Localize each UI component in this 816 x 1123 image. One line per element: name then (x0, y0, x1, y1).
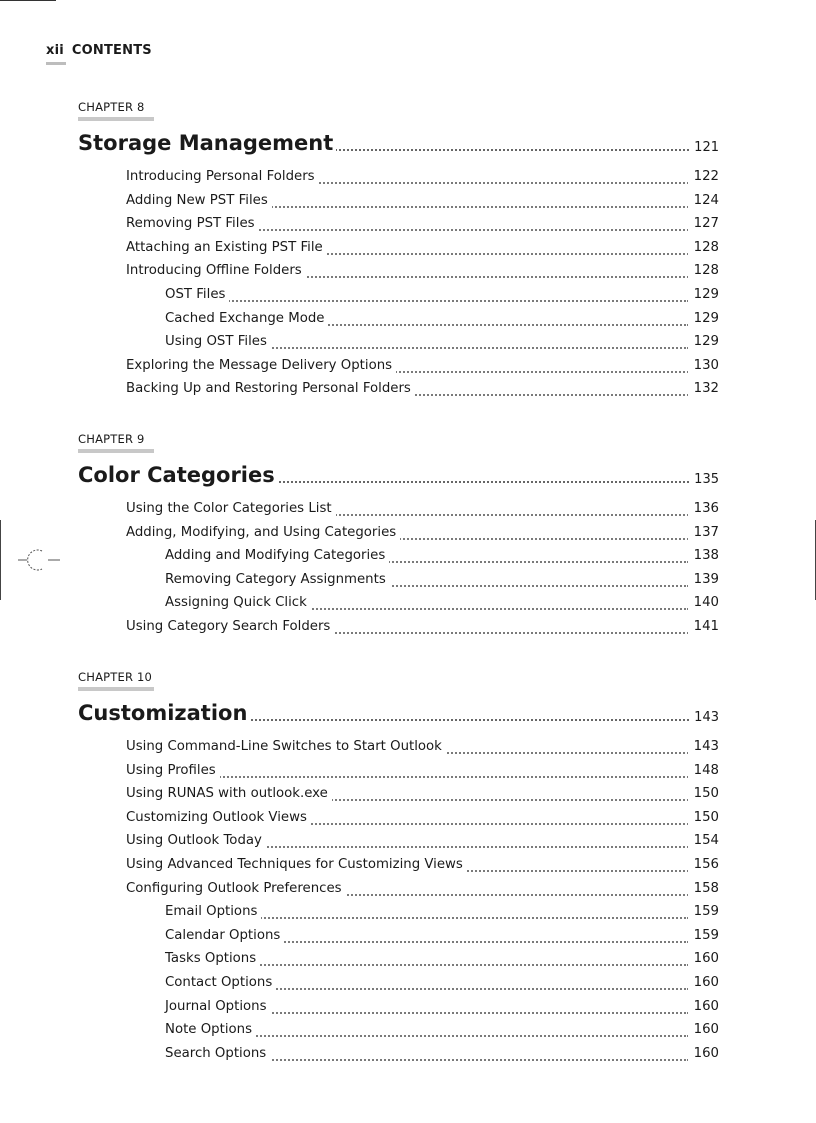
toc-entry-page: 150 (688, 810, 719, 825)
dot-leader (165, 300, 689, 302)
toc-entry-text: Adding and Modifying Categories (165, 548, 389, 563)
toc-entry-text: Note Options (165, 1022, 256, 1037)
chapter-label-bar (78, 687, 154, 691)
toc-entry[interactable] (126, 166, 719, 190)
toc-entry[interactable] (126, 854, 719, 878)
toc-entry-text: Exploring the Message Delivery Options (126, 358, 396, 373)
toc-entry-text: Adding New PST Files (126, 193, 272, 208)
toc-entry-text: Journal Options (165, 999, 271, 1014)
toc-entry-page: 160 (688, 951, 719, 966)
toc-entry-text: OST Files (165, 287, 229, 302)
chapter-title-row[interactable] (78, 460, 719, 490)
toc-subentry[interactable] (165, 901, 719, 925)
toc-entry-page: 130 (688, 358, 719, 373)
toc-entry-page: 154 (688, 833, 719, 848)
toc-entry[interactable] (126, 498, 719, 522)
toc-subentry[interactable] (165, 1019, 719, 1043)
toc-entry-page: 159 (688, 904, 719, 919)
toc-entry-page: 140 (688, 595, 719, 610)
toc-entry[interactable] (126, 878, 719, 902)
toc-entry-text: Using RUNAS with outlook.exe (126, 786, 332, 801)
toc-entry-text: Using Category Search Folders (126, 619, 334, 634)
toc-subentry[interactable] (165, 569, 719, 593)
chapter-page: 143 (690, 710, 719, 725)
chapter-title: Storage Management (78, 131, 336, 155)
toc-entry-page: 124 (688, 193, 719, 208)
toc-entry-text: Backing Up and Restoring Personal Folders (126, 381, 415, 396)
toc-entry-text: Customizing Outlook Views (126, 810, 311, 825)
toc-subentry[interactable] (165, 308, 719, 332)
toc-entry-text: Email Options (165, 904, 261, 919)
toc-entry-text: Introducing Offline Folders (126, 263, 306, 278)
toc-entry-text: Removing PST Files (126, 216, 259, 231)
toc-entry-text: Adding, Modifying, and Using Categories (126, 525, 400, 540)
toc-entry-page: 129 (688, 311, 719, 326)
toc-entry-page: 160 (688, 999, 719, 1014)
running-header (46, 43, 152, 58)
header-underline-mark (46, 62, 66, 65)
toc-subentry[interactable] (165, 996, 719, 1020)
toc-entry[interactable] (126, 807, 719, 831)
left-crop-line (0, 520, 1, 600)
toc-subentry[interactable] (165, 1043, 719, 1067)
toc-entry[interactable] (126, 260, 719, 284)
toc-entry-text: Using Command-Line Switches to Start Outlook (126, 739, 446, 754)
toc-entry[interactable] (126, 237, 719, 261)
toc-entry-text: Using Profiles (126, 763, 220, 778)
toc-entry-text: Calendar Options (165, 928, 284, 943)
chapter-label: CHAPTER 9 (78, 432, 145, 446)
toc-entry[interactable] (126, 616, 719, 640)
toc-subentry[interactable] (165, 331, 719, 355)
chapter-title-row[interactable] (78, 698, 719, 728)
chapter-10 (78, 670, 719, 1066)
toc-entry-text: Using the Color Categories List (126, 501, 336, 516)
chapter-label: CHAPTER 10 (78, 670, 153, 684)
toc-entry-page: 160 (688, 975, 719, 990)
chapter-label-bar (78, 449, 154, 453)
toc-entry-text: Attaching an Existing PST File (126, 240, 327, 255)
toc-entry-page: 136 (688, 501, 719, 516)
chapter-8 (78, 100, 719, 402)
toc-entry-page: 139 (688, 572, 719, 587)
chapter-page: 121 (690, 140, 719, 155)
toc-entry-page: 129 (688, 334, 719, 349)
chapter-title: Color Categories (78, 463, 278, 487)
chapter-label: CHAPTER 8 (78, 100, 145, 114)
toc-entry[interactable] (126, 830, 719, 854)
toc-entry-text: Search Options (165, 1046, 270, 1061)
toc-entry-text: Using Outlook Today (126, 833, 266, 848)
registration-mark-icon (18, 545, 60, 575)
toc-subentry[interactable] (165, 284, 719, 308)
toc-entry-text: Removing Category Assignments (165, 572, 390, 587)
toc-entry-page: 138 (688, 548, 719, 563)
toc-entry-page: 148 (688, 763, 719, 778)
chapter-title-row[interactable] (78, 128, 719, 158)
toc-entry-page: 128 (688, 240, 719, 255)
toc-entry-page: 128 (688, 263, 719, 278)
toc-entry[interactable] (126, 736, 719, 760)
toc-subentry[interactable] (165, 948, 719, 972)
toc-subentry[interactable] (165, 972, 719, 996)
toc-entries (78, 166, 719, 402)
toc-entry[interactable] (126, 760, 719, 784)
toc-entry-text: Tasks Options (165, 951, 260, 966)
header-title: CONTENTS (71, 43, 152, 58)
toc-entries (78, 498, 719, 640)
chapter-page: 135 (690, 472, 719, 487)
chapter-9 (78, 432, 719, 640)
toc-entry-page: 143 (688, 739, 719, 754)
toc-entry[interactable] (126, 378, 719, 402)
toc-entries (78, 736, 719, 1066)
toc-entry[interactable] (126, 190, 719, 214)
toc-entry-page: 156 (688, 857, 719, 872)
toc-entry-text: Assigning Quick Click (165, 595, 311, 610)
toc-entry-page: 127 (688, 216, 719, 231)
toc-entry-page: 129 (688, 287, 719, 302)
toc-subentry[interactable] (165, 925, 719, 949)
toc-entry-text: Using Advanced Techniques for Customizing Views (126, 857, 467, 872)
toc-entry-page: 132 (688, 381, 719, 396)
toc-entry-page: 122 (688, 169, 719, 184)
toc-entry-page: 150 (688, 786, 719, 801)
toc-entry-page: 137 (688, 525, 719, 540)
toc-entry[interactable] (126, 522, 719, 546)
toc-entry-page: 158 (688, 881, 719, 896)
toc-entry-text: Contact Options (165, 975, 276, 990)
chapter-title: Customization (78, 701, 250, 725)
header-page-number: xii (46, 43, 64, 58)
toc-entry-text: Using OST Files (165, 334, 271, 349)
toc-entry-page: 160 (688, 1022, 719, 1037)
toc-entry[interactable] (126, 355, 719, 379)
toc-entry-text: Introducing Personal Folders (126, 169, 319, 184)
toc-entry-page: 141 (688, 619, 719, 634)
toc-entry-page: 160 (688, 1046, 719, 1061)
toc-entry-text: Configuring Outlook Preferences (126, 881, 346, 896)
toc-entry-text: Cached Exchange Mode (165, 311, 328, 326)
toc-entry-page: 159 (688, 928, 719, 943)
top-rule (0, 0, 56, 1)
toc-subentry[interactable] (165, 592, 719, 616)
toc-entry[interactable] (126, 783, 719, 807)
toc-subentry[interactable] (165, 545, 719, 569)
chapter-label-bar (78, 117, 154, 121)
toc-entry[interactable] (126, 213, 719, 237)
